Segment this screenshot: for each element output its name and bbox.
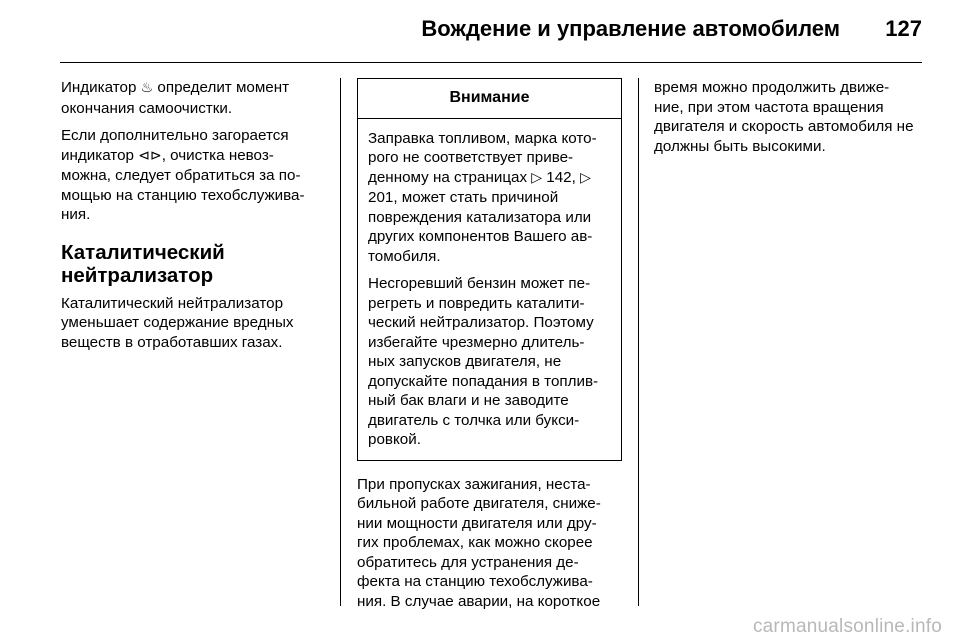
page-header bbox=[60, 0, 922, 63]
page-ref-arrow-icon: ▷ bbox=[531, 169, 543, 186]
warning-title: Внимание bbox=[358, 79, 621, 119]
paragraph: Индикатор ♨ определит момент окончания самоочистки. bbox=[61, 79, 290, 117]
left-column bbox=[61, 78, 323, 360]
middle-column bbox=[357, 78, 622, 619]
page-ref-arrow-icon: ▷ bbox=[580, 169, 591, 186]
column-divider bbox=[638, 78, 639, 606]
self-clean-indicator-icon: ♨ bbox=[140, 80, 154, 96]
warning-body bbox=[358, 119, 621, 460]
warning-box bbox=[357, 78, 622, 461]
paragraph: Каталитический нейтрализатор уменьшает содержание вредных веществ в отработавших газах. bbox=[61, 294, 294, 351]
paragraph: Несгоревший бензин может пе- регреть и повредить каталити- ческий нейтрализатор. Поэтому избегайте чрезмерно длитель- ных запусков двигателя, не допускайте попадания в топлив- ный бак влаги и не заводите двигатель с толчка или букси- ровкой. bbox=[368, 275, 599, 448]
paragraph: Если дополнительно загорается индикатор ⊲⊳, очистка невоз- можна, следует обратиться за по- мощью на станцию техобслужива- ния. bbox=[61, 127, 305, 223]
right-column bbox=[654, 78, 916, 164]
column-divider bbox=[340, 78, 341, 606]
page-number: 127 bbox=[885, 16, 922, 41]
paragraph: Заправка топливом, марка кото- рого не соответствует приве- денному на страницах ▷ 142, ▷ 201, может стать причиной повреждения катализатора или других компонентов Вашего ав- томобиля. bbox=[368, 129, 597, 265]
watermark: carmanualsonline.info bbox=[752, 616, 942, 637]
section-heading: Каталитический нейтрализатор bbox=[61, 240, 225, 287]
paragraph: При пропусках зажигания, неста- бильной работе двигателя, сниже- нии мощности двигателя или дру- гих проблемах, как можно скорее обратитесь для устранения де- фекта на станцию техобслужива- ния. В случае аварии, на короткое bbox=[357, 475, 601, 610]
paragraph: время можно продолжить движе- ние, при этом частота вращения двигателя и скорость автомобиля не должны быть высокими. bbox=[654, 79, 914, 155]
catalyst-indicator-icon: ⊲⊳ bbox=[138, 147, 162, 164]
page-title: Вождение и управление автомобилем bbox=[421, 16, 840, 41]
